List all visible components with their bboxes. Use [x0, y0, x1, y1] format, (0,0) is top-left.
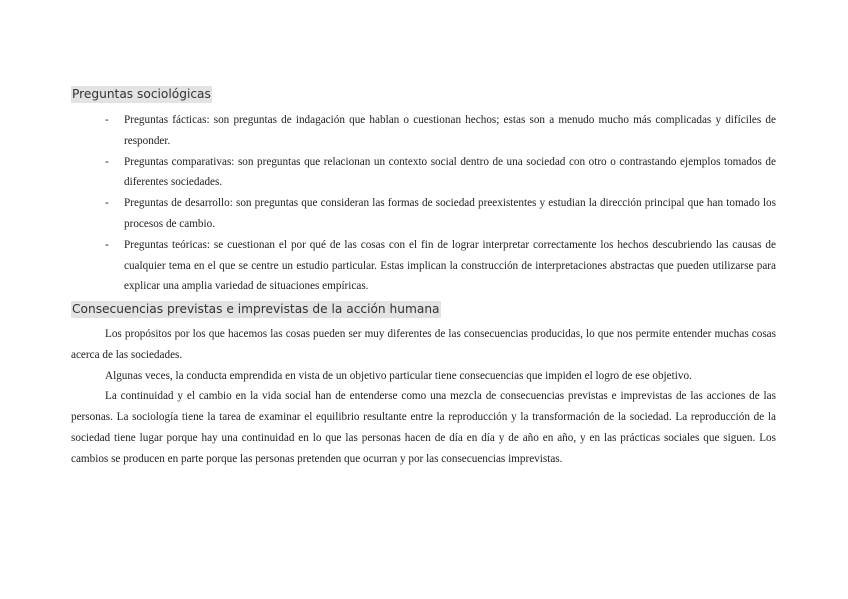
- section-heading-preguntas: Preguntas sociológicas: [72, 87, 211, 101]
- consequences-body: [71, 324, 776, 470]
- list-item: [0, 193, 776, 235]
- list-item: [0, 110, 776, 152]
- questions-list: [0, 110, 848, 297]
- paragraph: Algunas veces, la conducta emprendida en vista de un objetivo particular tiene consecuencias que impiden el logro de ese objetivo.: [105, 369, 692, 382]
- list-item: [0, 235, 776, 297]
- bullet-dash: -: [105, 114, 109, 126]
- list-item-text: Preguntas de desarrollo: son preguntas que consideran las formas de sociedad preexistentes y estudian la dirección principal que han tomado los procesos de cambio.: [124, 197, 776, 230]
- bullet-dash: -: [105, 238, 109, 251]
- bullet-dash: -: [105, 197, 109, 210]
- list-item-text: Preguntas fácticas: son preguntas de indagación que hablan o cuestionan hechos; estas son a menudo mucho más complicadas y difíciles de responder.: [124, 114, 776, 147]
- section-heading-consecuencias: Consecuencias previstas e imprevistas de la acción humana: [72, 302, 440, 316]
- list-item-text: Preguntas comparativas: son preguntas que relacionan un contexto social dentro de una sociedad con otro o contrastando ejemplos tomados de diferentes sociedades.: [124, 155, 776, 189]
- bullet-dash: -: [105, 155, 109, 168]
- list-item: [0, 152, 776, 194]
- paragraph: La continuidad y el cambio en la vida social han de entenderse como una mezcla de consecuencias previstas e imprevistas de las acciones de las personas. La sociología tiene la tarea de examinar el equilibrio resultante entre la reproducción y la transformación de la sociedad. La reproducción de la sociedad tiene lugar porque hay una continuidad en lo que las personas hacen de día en día y de año en año, y en las prácticas sociales que siguen. Los cambios se producen en parte porque las personas pretenden que ocurran y por las consecuencias imprevistas.: [71, 390, 776, 465]
- list-item-text: Preguntas teóricas: se cuestionan el por qué de las cosas con el fin de lograr interpretar correctamente los hechos descubriendo las causas de cualquier tema en el que se centre un estudio particular. Estas implican la construcción de interpretaciones abstractas que pueden utilizarse para explicar una amplia variedad de situaciones empíricas.: [124, 238, 776, 293]
- paragraph: Los propósitos por los que hacemos las cosas pueden ser muy diferentes de las consecuencias producidas, lo que nos permite entender muchas cosas acerca de las sociedades.: [71, 328, 776, 361]
